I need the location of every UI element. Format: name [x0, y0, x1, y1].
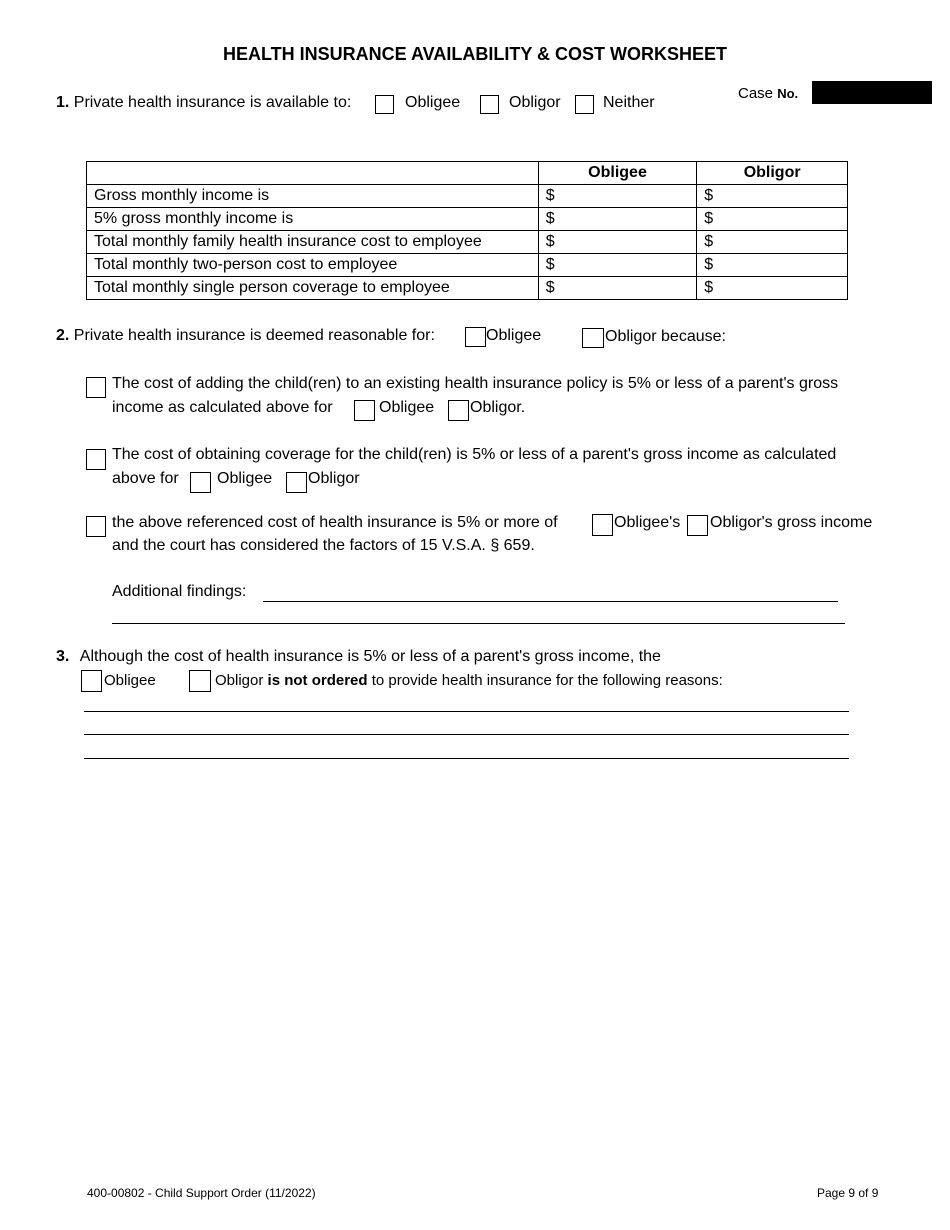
table-header-blank — [87, 162, 539, 185]
obligee-amount-cell[interactable]: $ — [538, 254, 697, 277]
footer-page-number: Page 9 of 9 — [817, 1186, 879, 1200]
footer-form-id: 400-00802 - Child Support Order (11/2022) — [87, 1186, 316, 1200]
reason3-obligor-label: Obligor's gross income — [710, 514, 873, 531]
income-cost-table — [86, 161, 848, 300]
section2-obligee-checkbox[interactable] — [465, 327, 486, 347]
section2-obligee-label: Obligee — [486, 327, 542, 344]
section2-obligor-label: Obligor because: — [605, 328, 726, 345]
section3-reason-line-3[interactable] — [84, 758, 849, 759]
section1-neither-label: Neither — [603, 94, 655, 111]
reason1-obligor-label: Obligor. — [470, 399, 526, 416]
additional-findings-label: Additional findings: — [112, 583, 247, 600]
reason3-obligee-checkbox[interactable] — [592, 514, 613, 536]
section1-obligor-label: Obligor — [509, 94, 561, 111]
case-number-field[interactable] — [812, 81, 932, 104]
table-header-row — [87, 162, 848, 185]
section2-obligor-checkbox[interactable] — [582, 328, 604, 348]
table-header-obligor: Obligor — [697, 162, 848, 185]
section1-obligor-checkbox[interactable] — [480, 95, 499, 114]
section3-reason-line-1[interactable] — [84, 711, 849, 712]
page-title: HEALTH INSURANCE AVAILABILITY & COST WORKSHEET — [223, 44, 727, 64]
reason2-obligor-checkbox[interactable] — [286, 472, 307, 493]
table-header-obligee: Obligee — [538, 162, 697, 185]
section3-obligor-text: Obligor is not ordered to provide health insurance for the following reasons: — [215, 672, 723, 689]
table-row — [87, 254, 848, 277]
reason1-obligee-checkbox[interactable] — [354, 400, 375, 421]
reason2-text-line1: The cost of obtaining coverage for the child(ren) is 5% or less of a parent's gross income as calculated — [112, 446, 837, 463]
table-row — [87, 185, 848, 208]
section3-obligee-checkbox[interactable] — [81, 670, 102, 692]
additional-findings-line-2[interactable] — [112, 623, 845, 624]
obligee-amount-cell[interactable]: $ — [538, 277, 697, 300]
reason2-checkbox[interactable] — [86, 449, 106, 470]
obligee-amount-cell[interactable]: $ — [538, 231, 697, 254]
section3-statement: 3. Although the cost of health insurance is 5% or less of a parent's gross income, the — [56, 648, 661, 665]
reason2-obligee-checkbox[interactable] — [190, 472, 211, 493]
table-row — [87, 208, 848, 231]
obligor-amount-cell[interactable]: $ — [697, 208, 848, 231]
reason2-text-line2: above for — [112, 470, 179, 487]
row-label: Total monthly family health insurance cost to employee — [87, 231, 539, 254]
section1-obligee-checkbox[interactable] — [375, 95, 394, 114]
reason1-text-line2: income as calculated above for — [112, 399, 333, 416]
section3-obligee-label: Obligee — [104, 672, 156, 689]
obligor-amount-cell[interactable]: $ — [697, 277, 848, 300]
section1-obligee-label: Obligee — [405, 94, 461, 111]
reason2-obligor-label: Obligor — [308, 470, 360, 487]
reason3-text-line2: and the court has considered the factors of 15 V.S.A. § 659. — [112, 537, 535, 554]
section3-obligor-checkbox[interactable] — [189, 670, 211, 692]
obligor-amount-cell[interactable]: $ — [697, 185, 848, 208]
section1-question: 1. Private health insurance is available to: — [56, 94, 352, 111]
row-label: Total monthly single person coverage to employee — [87, 277, 539, 300]
reason3-obligor-checkbox[interactable] — [687, 515, 708, 536]
section1-neither-checkbox[interactable] — [575, 95, 594, 114]
reason3-obligee-label: Obligee's — [614, 514, 681, 531]
additional-findings-line-1[interactable] — [263, 601, 838, 602]
row-label: Total monthly two-person cost to employee — [87, 254, 539, 277]
reason1-obligor-checkbox[interactable] — [448, 400, 469, 421]
obligor-amount-cell[interactable]: $ — [697, 231, 848, 254]
table-row — [87, 277, 848, 300]
table-row — [87, 231, 848, 254]
reason1-checkbox[interactable] — [86, 377, 106, 398]
obligee-amount-cell[interactable]: $ — [538, 185, 697, 208]
obligor-amount-cell[interactable]: $ — [697, 254, 848, 277]
case-label: Case No. — [738, 85, 799, 102]
obligee-amount-cell[interactable]: $ — [538, 208, 697, 231]
reason3-text-line1: the above referenced cost of health insurance is 5% or more of — [112, 514, 558, 531]
row-label: 5% gross monthly income is — [87, 208, 539, 231]
reason1-obligee-label: Obligee — [379, 399, 435, 416]
reason2-obligee-label: Obligee — [217, 470, 273, 487]
section3-reason-line-2[interactable] — [84, 734, 849, 735]
reason1-text-line1: The cost of adding the child(ren) to an existing health insurance policy is 5% or less of a parent's gross — [112, 375, 839, 392]
row-label: Gross monthly income is — [87, 185, 539, 208]
reason3-checkbox[interactable] — [86, 516, 106, 537]
section2-question: 2. Private health insurance is deemed reasonable for: — [56, 327, 435, 344]
